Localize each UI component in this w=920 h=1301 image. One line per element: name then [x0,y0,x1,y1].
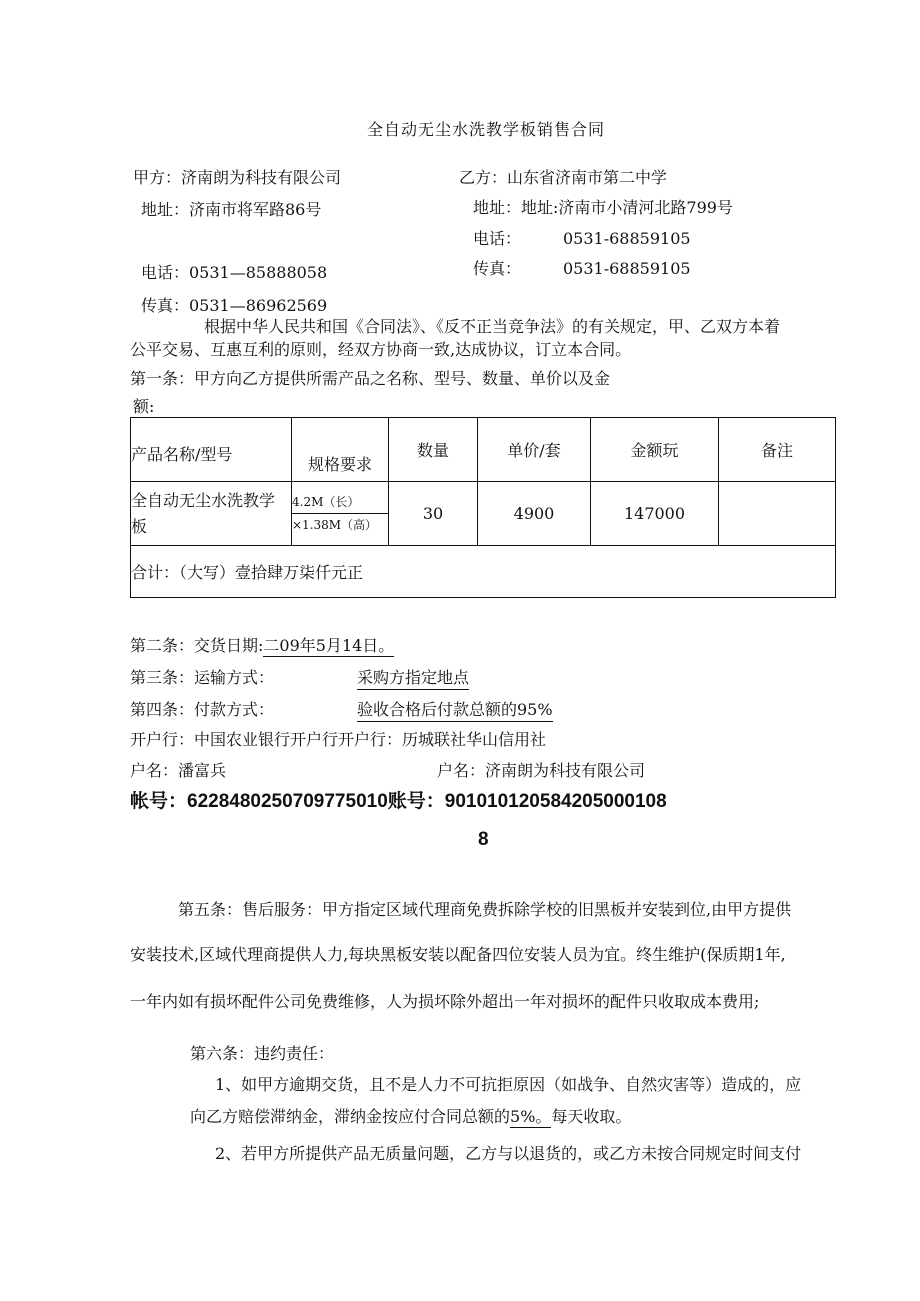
spec-line-2: ×1.38M（高） [292,518,378,532]
delivery-date: 二09年5月14日。 [263,636,395,655]
party-a-name: 甲方：济南朗为科技有限公司 [133,168,342,187]
cell-note [719,482,836,546]
spec-line-1: 4.2M（长） [292,491,388,514]
party-b-phone-label: 电话： [473,229,522,248]
clause-6-heading: 第六条：违约责任： [190,1044,335,1063]
clause-3-label: 第三条：运输方式： [130,668,275,687]
cell-unit-price: 4900 [478,482,591,546]
clause-2-label: 第二条：交货日期: [130,636,264,655]
product-name-line-1: 全自动无尘水洗教学 [131,490,276,510]
account-numbers: 帐号：6228480250709775010账号：901010120584205000108 [130,791,667,812]
product-table [130,417,836,598]
header-amount: 金额玩 [591,418,719,482]
header-quantity: 数量 [389,418,478,482]
header-unit-price: 单价/套 [478,418,591,482]
clause-4-label: 第四条：付款方式： [130,700,275,719]
clause-6-item-2-line-1: 2、若甲方所提供产品无质量问题，乙方与以退货的，或乙方未按合同规定时间支付 [215,1144,802,1163]
header-spec: 规格要求 [292,418,389,482]
payment-method: 验收合格后付款总额的95% [357,700,553,722]
header-product-name: 产品名称/型号 [131,418,292,482]
party-a-fax: 传真：0531—86962569 [141,296,328,315]
clause-6-item-1-line-2 [190,1107,631,1127]
header-note: 备注 [719,418,836,482]
clause-6-item-1-line-1: 1、如甲方逾期交货，且不是人力不可抗拒原因（如战争、自然灾害等）造成的，应 [215,1075,802,1094]
cell-total: 合计：（大写）壹拾肆万柒仟元正 [131,546,836,598]
late-fee-text: 向乙方赔偿滞纳金，滞纳金按应付合同总额的 [190,1107,511,1126]
clause-2 [130,636,394,656]
party-a-phone: 电话：0531—85888058 [141,263,328,282]
account-number-overflow: 8 [478,829,489,850]
party-b-fax: 0531-68859105 [563,259,691,278]
table-header-row [131,418,836,482]
cell-spec [292,482,389,546]
party-b-phone: 0531-68859105 [563,229,691,248]
clause-1-line-1: 第一条：甲方向乙方提供所需产品之名称、型号、数量、单价以及金 [130,369,611,388]
cell-quantity: 30 [389,482,478,546]
late-fee-rate: 5%。 [510,1107,552,1126]
table-row [131,482,836,546]
cell-product-name [131,482,292,546]
party-b-name: 乙方：山东省济南市第二中学 [459,168,668,187]
account-name-b: 户名：济南朗为科技有限公司 [437,761,646,780]
clause-1-line-2: 额: [133,397,155,416]
clause-5-line-3: 一年内如有损坏配件公司免费维修，人为损坏除外超出一年对损坏的配件只收取成本费用; [130,992,760,1011]
preamble-line-2: 公平交易、互惠互利的原则，经双方协商一致,达成协议，订立本合同。 [130,340,632,359]
party-a-address: 地址：济南市将军路86号 [141,200,322,219]
clause-5-line-1: 第五条：售后服务：甲方指定区域代理商免费拆除学校的旧黑板并安装到位,由甲方提供 [178,900,792,919]
cell-amount: 147000 [591,482,719,546]
party-b-fax-label: 传真： [473,259,522,278]
document-title: 全自动无尘水洗教学板销售合同 [367,120,606,139]
preamble-line-1: 根据中华人民共和国《合同法》、《反不正当竞争法》的有关规定，甲、乙双方本着 [204,317,781,336]
party-b-address: 地址：地址:济南市小清河北路799号 [473,198,733,217]
account-name-a: 户名：潘富兵 [130,761,227,780]
transport-method: 采购方指定地点 [357,668,469,690]
late-fee-tail: 每天收取。 [551,1107,632,1126]
bank-line: 开户行：中国农业银行开户行开户行：历城联社华山信用社 [130,730,547,749]
product-name-line-2: 板 [131,516,148,536]
table-total-row [131,546,836,598]
clause-5-line-2: 安装技术,区域代理商提供人力,每块黑板安装以配备四位安装人员为宜。终生维护(保质期1年, [130,945,786,964]
